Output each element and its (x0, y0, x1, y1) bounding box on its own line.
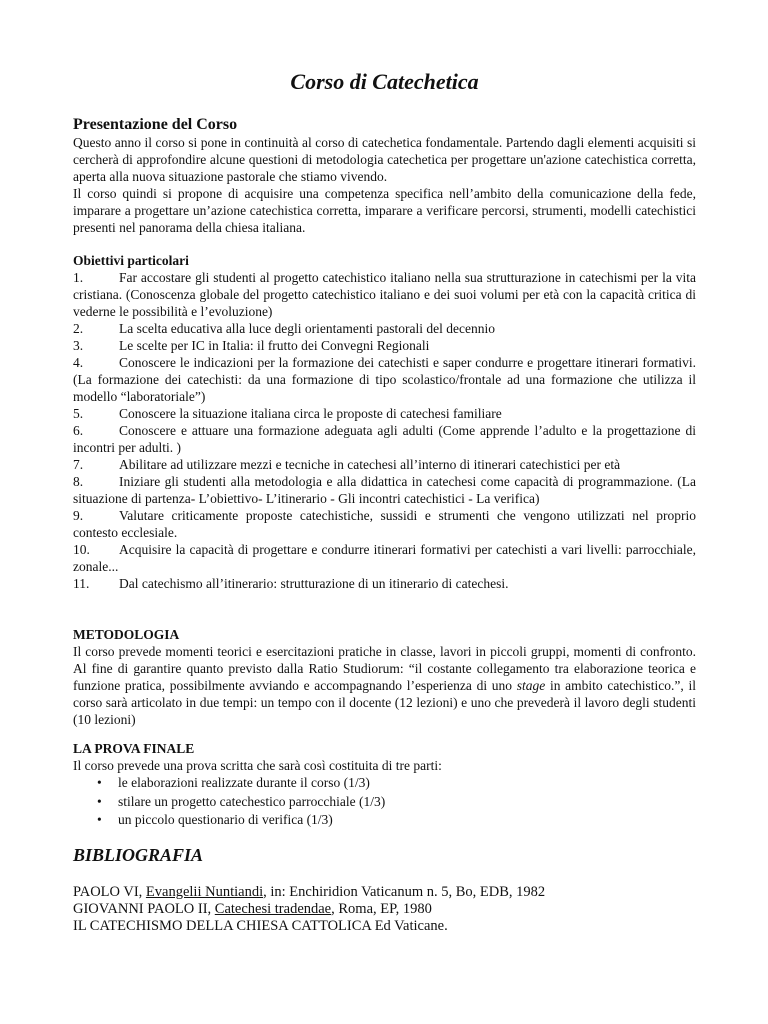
bibliography-section (73, 844, 696, 935)
bibliography-entry (73, 918, 696, 935)
objective-text: Far accostare gli studenti al progetto catechistico italiano nella sua strutturazione in catechismi per la vita cristiana. (Conoscenza globale del progetto catechistico italiano e dei suoi volumi per età con la capacità critica di vederne le possibilità e l’evoluzione) (73, 270, 696, 319)
objective-text: Conoscere le indicazioni per la formazione dei catechisti e saper condurre e progettare itinerari formativi. (La formazione dei catechisti: da una formazione di tipo scolastico/frontale ad una formazione che utilizza il modello “laboratoriale”) (73, 355, 696, 404)
objective-text: Valutare criticamente proposte catechistiche, sussidi e strumenti che vengono utilizzati nel proprio contesto ecclesiale. (73, 508, 696, 540)
methodology-text-start: Il corso prevede momenti teorici e esercitazioni pratiche in classe, lavori in piccoli gruppi, momenti di confronto. Al fine di garantire quanto previsto dalla Ratio Studiorum: “il costante collegamento tra elaborazione teorica e funzione pratica, possibilmente avviando e accompagnando l’esperienza di uno (73, 644, 696, 693)
presentation-paragraph-2: Il corso quindi si propone di acquisire una competenza specifica nell’ambito della comunicazione della fede, imparare a progettare un’azione catechistica corretta, imparare a verificare percorsi, strumenti, modelli catechistici presenti nel panorama della chiesa italiana. (73, 186, 696, 235)
entry-details: , Roma, EP, 1980 (331, 900, 432, 917)
objective-item (73, 422, 696, 456)
document-title: Corso di Catechetica (290, 69, 479, 94)
objective-text: Conoscere e attuare una formazione adeguata agli adulti (Come apprende l’adulto e la progettazione di incontri per adulti. ) (73, 423, 696, 455)
objective-text: Iniziare gli studenti alla metodologia e alla didattica in catechesi come capacità di programmazione. (La situazione di partenza- L’obiettivo- L’itinerario - Gli incontri catechistici - La verifica) (73, 474, 696, 506)
objectives-list (73, 269, 696, 592)
entry-details: in: Enchiridion Vaticanum n. 5, Bo, EDB, 1982 (266, 883, 546, 900)
objective-item (73, 269, 696, 320)
objective-number: 6. (73, 423, 84, 438)
list-item (97, 774, 696, 793)
methodology-italic-term: stage (516, 678, 546, 693)
objective-number: 4. (73, 355, 84, 370)
objective-number: 9. (73, 508, 84, 523)
entry-author: IL CATECHISMO DELLA CHIESA CATTOLICA Ed Vaticane. (73, 917, 448, 934)
entry-work-title: Catechesi tradendae (214, 900, 332, 917)
entry-work-title: Evangelii Nuntiandi, (145, 883, 267, 900)
list-item-text: le elaborazioni realizzate durante il corso (1/3) (118, 775, 370, 790)
entry-author: GIOVANNI PAOLO II, (73, 900, 215, 917)
list-item-text: un piccolo questionario di verifica (1/3) (118, 812, 333, 827)
bibliography-heading: BIBLIOGRAFIA (73, 844, 204, 865)
objectives-heading: Obiettivi particolari (73, 253, 189, 268)
objective-item (73, 456, 696, 473)
final-exam-intro: Il corso prevede una prova scritta che sarà così costituita di tre parti: (73, 758, 442, 773)
objectives-section (73, 252, 696, 592)
final-exam-list (73, 774, 696, 830)
list-item-text: stilare un progetto catechestico parrocchiale (1/3) (118, 793, 386, 809)
methodology-section (73, 626, 696, 728)
bibliography-list (73, 884, 696, 935)
objective-text: Abilitare ad utilizzare mezzi e tecniche in catechesi all’interno di itinerari catechistici per età (119, 457, 621, 472)
list-item (97, 811, 696, 830)
list-item (97, 793, 696, 812)
objective-number: 7. (73, 457, 84, 472)
presentation-section (73, 116, 696, 236)
bibliography-entry (73, 901, 696, 918)
objective-item (73, 337, 696, 354)
bullet-icon: • (97, 775, 102, 790)
objective-text: Conoscere la situazione italiana circa le proposte di catechesi familiare (119, 406, 502, 421)
objective-number: 11. (73, 576, 90, 591)
objective-text: Le scelte per IC in Italia: il frutto dei Convegni Regionali (119, 338, 430, 353)
presentation-paragraph-1: Questo anno il corso si pone in continuità al corso di catechetica fondamentale. Partendo dagli elementi acquisiti si cercherà di approfondire alcune questioni di metodologia catechetica per progettare un'azione catechistica corretta, aperta alla nuova situazione pastorale che stiamo vivendo. (73, 135, 696, 184)
objective-number: 8. (73, 474, 84, 489)
objective-item (73, 354, 696, 405)
objective-text: Dal catechismo all’itinerario: strutturazione di un itinerario di catechesi. (119, 576, 509, 591)
methodology-paragraph (73, 643, 696, 728)
final-exam-heading: LA PROVA FINALE (73, 741, 195, 756)
presentation-heading: Presentazione del Corso (73, 116, 238, 133)
methodology-text-end: in ambito catechistico.”, il corso sarà articolato in due tempi: un tempo con il docente (12 lezioni) e uno che prevederà il lavoro degli studenti (10 lezioni) (73, 678, 696, 727)
objective-item (73, 541, 696, 575)
objective-number: 10. (73, 542, 90, 557)
objective-number: 2. (73, 321, 84, 336)
bibliography-entry (73, 884, 696, 901)
bullet-icon: • (97, 793, 102, 809)
final-exam-section (73, 740, 696, 830)
objective-number: 5. (73, 406, 84, 421)
objective-number: 3. (73, 338, 84, 353)
objective-item (73, 473, 696, 507)
objective-item (73, 405, 696, 422)
bullet-icon: • (97, 812, 102, 827)
objective-item (73, 320, 696, 337)
objective-item (73, 507, 696, 541)
objective-item (73, 575, 696, 592)
objective-text: Acquisire la capacità di progettare e condurre itinerari formativi per catechisti a vari livelli: parrocchiale, zonale... (73, 542, 696, 574)
objective-number: 1. (73, 270, 84, 285)
methodology-heading: METODOLOGIA (73, 627, 180, 642)
objective-text: La scelta educativa alla luce degli orientamenti pastorali del decennio (119, 321, 495, 336)
entry-author: PAOLO VI, (73, 883, 146, 900)
